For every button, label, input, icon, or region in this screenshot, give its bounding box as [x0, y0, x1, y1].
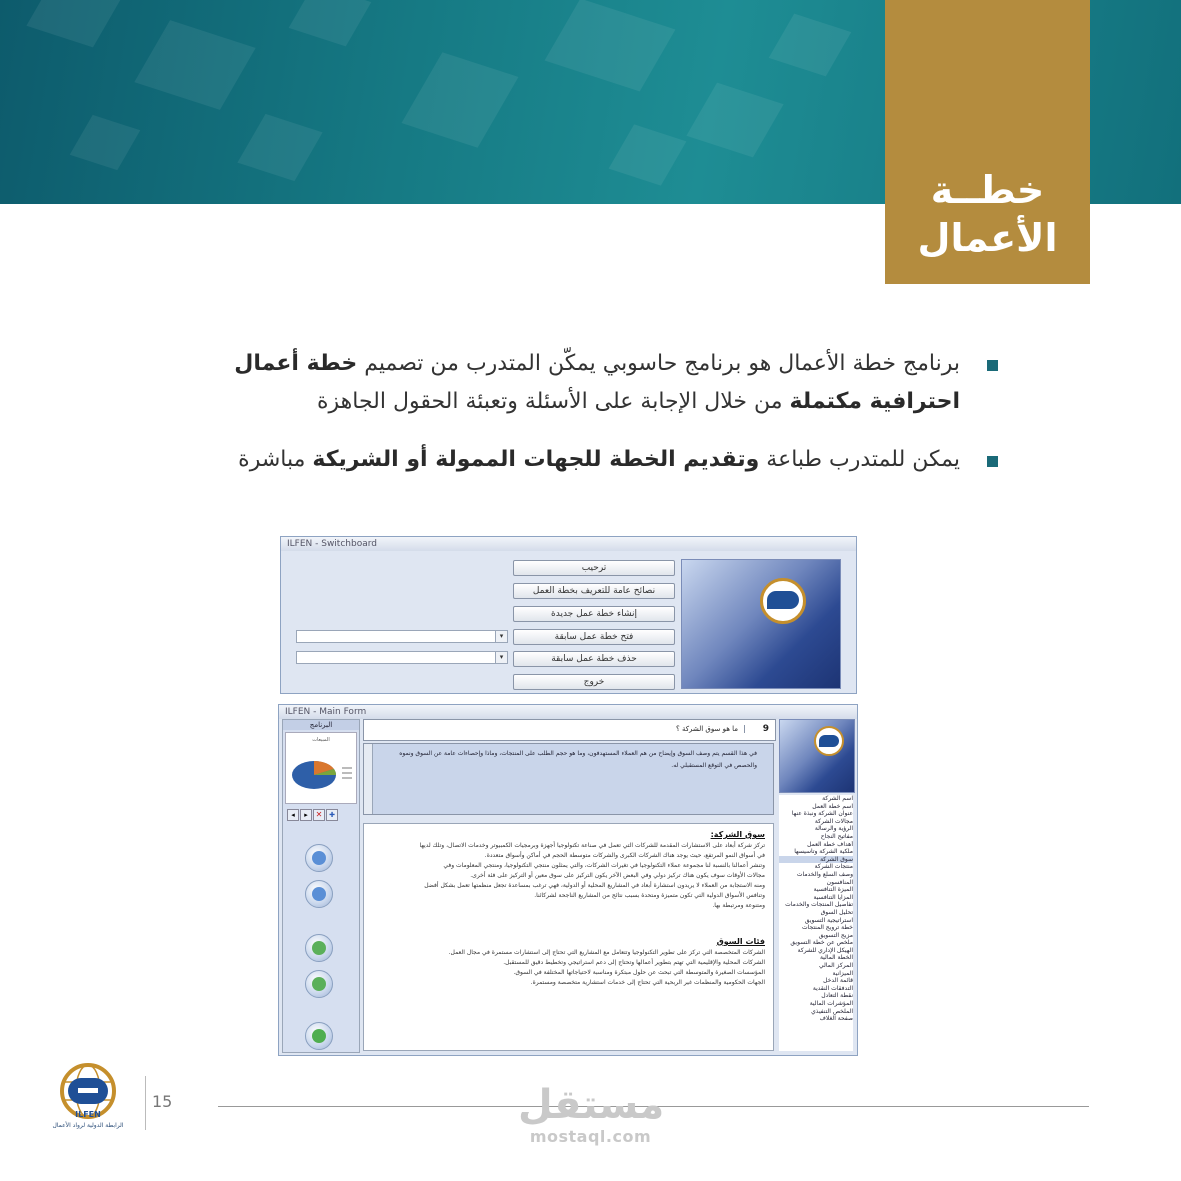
nav-item[interactable]: الهيكل الإداري للشركة: [797, 946, 853, 954]
nav-item[interactable]: خطة ترويج المنتجات: [801, 924, 853, 932]
settings-icon[interactable]: ✚: [326, 809, 338, 821]
pie-chart-icon: [286, 741, 356, 801]
nav-item[interactable]: اسم خطة العمل: [812, 802, 853, 810]
switchboard-title-bar: ILFEN - Switchboard: [281, 537, 856, 551]
nav-item[interactable]: المركز المالي: [819, 962, 853, 970]
exit-button[interactable]: خروج: [513, 674, 675, 690]
doc-line: الشركات المحلية والإقليمية التي تهتم بتطوير أعمالها وتحتاج إلى دعم استراتيجي وتخطيط دقيق للمستقبل.: [503, 959, 765, 966]
doc-line: وتنافس الأسواق الدولية التي تكون متميزة ومتحدة بسبب نتائج من المشاريع الناجحة لشركائنا.: [534, 892, 765, 899]
watermark: [518, 1082, 663, 1146]
record-toolbar: [285, 808, 355, 820]
bullet-text: برنامج خطة الأعمال هو برنامج حاسوبي يمكّن المتدرب من تصميم: [357, 351, 960, 376]
delete-record-icon[interactable]: ✕: [313, 809, 325, 821]
bullet-bold-text: خطة أعمال احترافية مكتملة: [234, 351, 960, 414]
nav-item[interactable]: أهداف خطة العمل: [807, 840, 853, 848]
section-title-line2: الأعمال: [917, 216, 1058, 260]
document-button[interactable]: [305, 934, 333, 962]
bullet-text: مباشرة: [238, 447, 313, 472]
bullet-text: من خلال الإجابة على الأسئلة وتعبئة الحقول الجاهزة: [316, 389, 790, 414]
page-number: 15: [152, 1092, 173, 1111]
main-form-window: [278, 704, 858, 1056]
general-tips-button[interactable]: نصائح عامة للتعريف بخطة العمل: [513, 583, 675, 599]
chart-thumbnail: [285, 732, 357, 804]
switchboard-window: [280, 536, 857, 694]
nav-item[interactable]: اسم الشركة: [822, 795, 853, 802]
main-form-title-bar: ILFEN - Main Form: [279, 705, 857, 719]
next-record-icon[interactable]: ▸: [300, 809, 312, 821]
nav-item[interactable]: تفاصيل المنتجات والخدمات: [785, 901, 853, 909]
doc-heading-market: سوق الشركة:: [710, 830, 765, 839]
bullet-square-icon: [987, 456, 998, 467]
answer-line: في هذا القسم يتم وصف السوق وإيضاح من هم العملاء المستهدفون، وما هو حجم الطلب على المنتجات، وماذا وإحصاءات عامة عن السوق ونموه: [399, 750, 757, 757]
delete-plan-select[interactable]: [296, 651, 508, 664]
ilfen-logo-icon: [814, 726, 844, 756]
nav-item[interactable]: تحليل السوق: [820, 908, 853, 916]
nav-item[interactable]: مزيج التسويق: [818, 931, 853, 939]
section-title-box: [885, 0, 1090, 284]
nav-item-selected[interactable]: سوق الشركة: [779, 856, 853, 864]
chevron-down-icon: ▾: [495, 631, 507, 642]
chevron-down-icon: ▾: [495, 652, 507, 663]
nav-item[interactable]: قائمة الدخل: [823, 977, 853, 985]
nav-item[interactable]: الرؤية والرسالة: [814, 825, 853, 833]
nav-item[interactable]: المزايا التنافسية: [813, 893, 853, 901]
welcome-button[interactable]: ترحيب: [513, 560, 675, 576]
nav-item[interactable]: عنوان الشركة ونبذة عنها: [791, 810, 853, 818]
nav-item[interactable]: مجالات الشركة: [814, 817, 853, 825]
open-plan-select[interactable]: [296, 630, 508, 643]
footer-org-name: الرابطة الدولية لرواد الأعمال: [52, 1122, 124, 1129]
bullet-item-2: [170, 441, 1000, 479]
delete-plan-button[interactable]: حذف خطة عمل سابقة: [513, 651, 675, 667]
answer-scrollbar[interactable]: [364, 744, 373, 814]
forward-button[interactable]: [305, 844, 333, 872]
nav-item[interactable]: منتجات الشركة: [814, 863, 853, 871]
side-panel-title: البرنامج: [283, 720, 359, 730]
doc-line: في أسواق النمو المرتفع، حيث يوجد هناك الشركات الكبرى والشركات متوسطة الحجم في أماكن وأسواق متعددة.: [484, 852, 765, 859]
nav-item[interactable]: استراتيجية التسويق: [804, 916, 853, 924]
chart-label: المبيعات: [312, 737, 330, 743]
doc-line: تركز شركة أبعاد على الاستشارات المقدمة للشركات التي تعمل في صناعة تكنولوجيا أجهزة وبرمجيات الكمبيوتر وخدمات الاتصال، وتلك لديها: [419, 842, 765, 849]
question-text: ما هو سوق الشركة ؟: [676, 725, 745, 733]
nav-item[interactable]: ملكية الشركة وتأسيسها: [794, 848, 853, 856]
nav-item[interactable]: المؤشرات المالية: [809, 1000, 853, 1008]
doc-line: ومنه الاستجابة من العملاء لا يريدون استشارة أبعاد في المشاريع المحلية أو الدولية، فهي ترغب بمساعدة تجعل منظمتها تعمل بشكل أفضل: [424, 882, 765, 889]
nav-item[interactable]: مفاتيح النجاح: [820, 832, 853, 840]
main-logo-panel: [779, 719, 855, 793]
watermark-url: mostaql.com: [529, 1127, 652, 1146]
bullet-square-icon: [987, 360, 998, 371]
nav-item[interactable]: التدفقات النقدية: [812, 984, 853, 992]
footer-logo-text: ILFEN: [75, 1110, 101, 1119]
print-button[interactable]: [305, 970, 333, 998]
nav-item[interactable]: الميزانية: [832, 969, 853, 977]
nav-item[interactable]: ملخص عن خطة التسويق: [790, 939, 853, 947]
doc-line: وتنشر أعمالنا بالنسبة لنا مجموعة عملاء التكنولوجيا في تغيرات الشركات، والتي يمثلون منتجي التكنولوجيا، ومنتجي المعلومات وفي: [443, 862, 765, 869]
switchboard-logo-panel: [681, 559, 841, 689]
doc-line: مجالات الأوقات سوف يكون هناك تركيز دولي وفي البعض الآخر يكون التركيز على سوق معين أو التركيز على فئة أخرى.: [470, 872, 765, 879]
question-number: 9: [762, 724, 769, 734]
question-bar: [363, 719, 776, 741]
nav-item[interactable]: المنافسون: [826, 878, 853, 886]
doc-line: الجهات الحكومية والمنظمات غير الربحية التي تحتاج إلى خدمات استشارية متخصصة ومستمرة.: [530, 979, 765, 986]
side-panel: [282, 719, 360, 1053]
section-title-line1: خطــة: [930, 168, 1045, 212]
nav-item[interactable]: نقطة التعادل: [821, 992, 853, 1000]
ilfen-logo-icon: [760, 578, 806, 624]
doc-line: ومتنوعة ومرتبطة بها.: [712, 902, 765, 909]
home-button[interactable]: [305, 1022, 333, 1050]
nav-item[interactable]: الملخص التنفيذي: [811, 1007, 853, 1015]
doc-line: المؤسسات الصغيرة والمتوسطة التي تبحث عن حلول مبتكرة ومناسبة لاحتياجاتها المختلفة في السوق.: [513, 969, 765, 976]
doc-heading-segments: فئات السوق: [716, 937, 765, 946]
answer-line: والحصص في التوقع المستقبلي له.: [671, 762, 757, 769]
bullet-list: [170, 345, 1000, 499]
section-nav-list: [779, 795, 853, 1051]
prev-record-icon[interactable]: ◂: [287, 809, 299, 821]
bullet-bold-text: وتقديم الخطة للجهات الممولة أو الشريكة: [312, 447, 760, 472]
page-separator: [145, 1076, 146, 1130]
answer-box[interactable]: [363, 743, 774, 815]
document-preview: [363, 823, 774, 1051]
new-plan-button[interactable]: إنشاء خطة عمل جديدة: [513, 606, 675, 622]
back-button[interactable]: [305, 880, 333, 908]
open-plan-button[interactable]: فتح خطة عمل سابقة: [513, 629, 675, 645]
watermark-arabic: مستقل: [518, 1082, 665, 1128]
bullet-item-1: [170, 345, 1000, 421]
doc-line: الشركات المتخصصة التي تركز على تطوير التكنولوجيا وتتعامل مع المشاريع التي تحتاج إلى استشارات مستمرة في مجال العمل.: [448, 949, 765, 956]
bullet-text: يمكن للمتدرب طباعة: [759, 447, 960, 472]
nav-item[interactable]: الميزة التنافسية: [813, 886, 853, 894]
footer-logo: [52, 1062, 124, 1134]
nav-item[interactable]: الخطة المالية: [819, 954, 853, 962]
nav-item[interactable]: وصف السلع والخدمات: [796, 870, 853, 878]
nav-item[interactable]: صفحة الغلاف: [819, 1015, 853, 1023]
